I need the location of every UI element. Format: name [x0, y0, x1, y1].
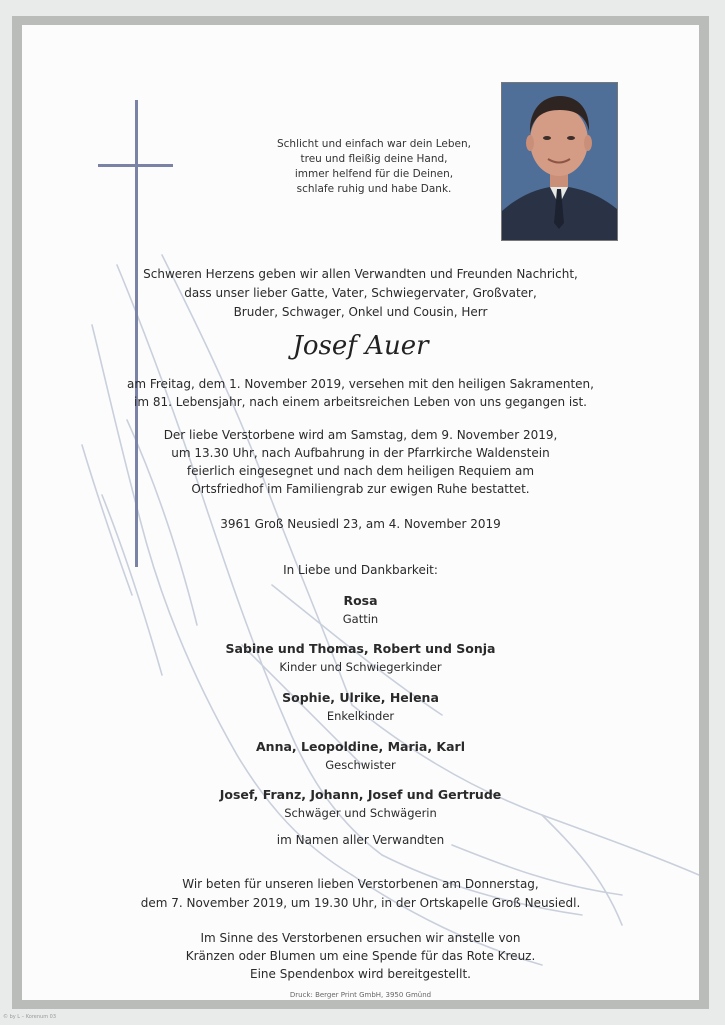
printer-credit: Druck: Berger Print GmbH, 3950 Gmünd — [289, 991, 432, 999]
poem-line: treu und fleißig deine Hand, — [300, 153, 448, 165]
funeral-line: Ortsfriedhof im Familiengrab zur ewigen Ruhe bestattet. — [191, 482, 530, 496]
donation-line: Eine Spendenbox wird bereitgestellt. — [250, 967, 471, 981]
family-names: Rosa — [343, 593, 378, 608]
family-role: Schwäger und Schwägerin — [284, 806, 437, 820]
family-group — [22, 690, 699, 723]
announcement-intro — [22, 265, 699, 322]
death-line: am Freitag, dem 1. November 2019, versehen mit den heiligen Sakramenten, — [127, 377, 594, 391]
death-notice — [22, 375, 699, 411]
family-names: Anna, Leopoldine, Maria, Karl — [256, 739, 465, 754]
memorial-poem — [254, 137, 494, 197]
poem-line: immer helfend für die Deinen, — [294, 168, 454, 180]
prayer-notice — [22, 875, 699, 913]
intro-line: dass unser lieber Gatte, Vater, Schwiegervater, Großvater, — [184, 286, 537, 300]
deceased-name: Josef Auer — [292, 331, 429, 361]
family-names: Sophie, Ulrike, Helena — [282, 690, 439, 705]
intro-line: Schweren Herzens geben wir allen Verwandten und Freunden Nachricht, — [143, 267, 578, 281]
donation-line: Kränzen oder Blumen um eine Spende für das Rote Kreuz. — [185, 949, 536, 963]
poem-line: Schlicht und einfach war dein Leben, — [276, 138, 471, 150]
portrait-photo — [501, 82, 618, 241]
family-names: Josef, Franz, Johann, Josef und Gertrude — [219, 787, 502, 802]
family-group — [22, 739, 699, 772]
prayer-line: Wir beten für unseren lieben Verstorbenen am Donnerstag, — [182, 877, 539, 891]
funeral-details — [22, 426, 699, 498]
death-line: im 81. Lebensjahr, nach einem arbeitsreichen Leben von uns gegangen ist. — [134, 395, 587, 409]
family-role: Enkelkinder — [326, 709, 395, 723]
relatives-line: im Namen aller Verwandten — [276, 833, 445, 847]
family-role: Gattin — [342, 612, 379, 626]
obituary-frame — [12, 16, 709, 1009]
obituary-page — [22, 25, 699, 1000]
donation-request — [22, 929, 699, 983]
funeral-line: um 13.30 Uhr, nach Aufbahrung in der Pfarrkirche Waldenstein — [171, 446, 550, 460]
family-group — [22, 641, 699, 674]
place-and-date: 3961 Groß Neusiedl 23, am 4. November 2019 — [220, 517, 501, 531]
prayer-line: dem 7. November 2019, um 19.30 Uhr, in der Ortskapelle Groß Neusiedl. — [140, 896, 581, 910]
family-group — [22, 787, 699, 820]
corner-mark: © by L – Korenum 03 — [3, 1014, 57, 1020]
poem-line: schlafe ruhig und habe Dank. — [296, 183, 452, 195]
family-names: Sabine und Thomas, Robert und Sonja — [225, 641, 496, 656]
family-group — [22, 593, 699, 626]
cross-horizontal-bar — [98, 164, 173, 167]
family-role: Geschwister — [325, 758, 396, 772]
donation-line: Im Sinne des Verstorbenen ersuchen wir anstelle von — [200, 931, 521, 945]
family-role: Kinder und Schwiegerkinder — [279, 660, 442, 674]
funeral-line: feierlich eingesegnet und nach dem heiligen Requiem am — [186, 464, 535, 478]
funeral-line: Der liebe Verstorbene wird am Samstag, dem 9. November 2019, — [163, 428, 558, 442]
intro-line: Bruder, Schwager, Onkel und Cousin, Herr — [233, 305, 488, 319]
love-gratitude-line: In Liebe und Dankbarkeit: — [283, 563, 438, 577]
